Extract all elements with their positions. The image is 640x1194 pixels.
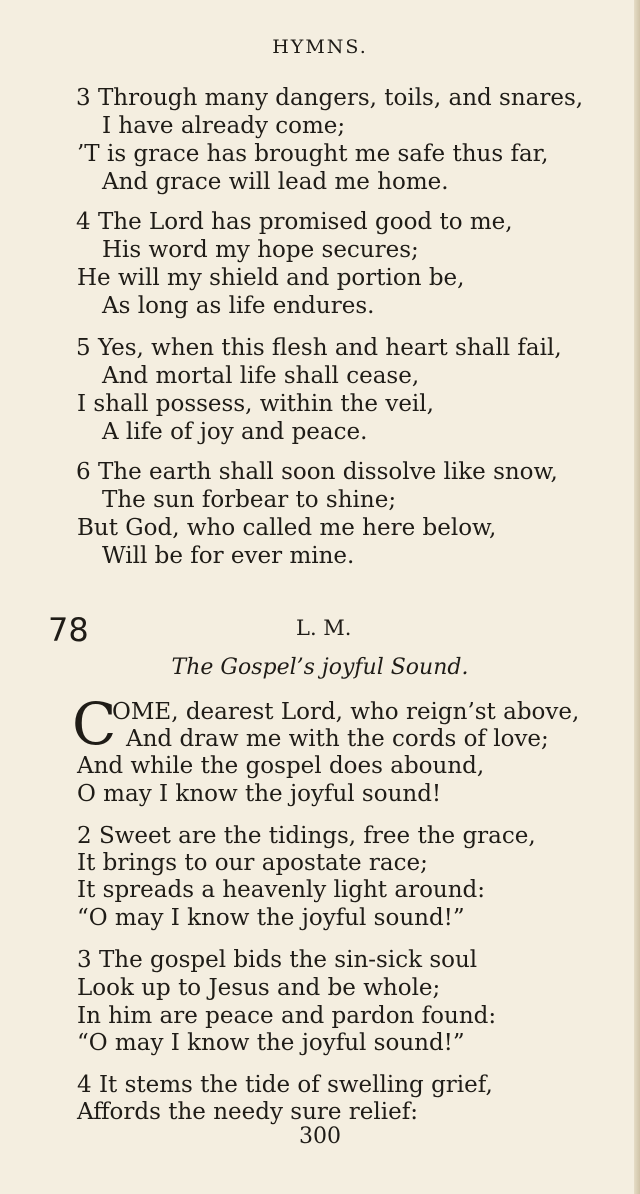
- hymn-stanza-2-line-2: It brings to our apostate race;: [77, 850, 428, 876]
- page-number: 300: [299, 1124, 341, 1149]
- hymn-stanza-2-line-3: It spreads a heavenly light around:: [77, 877, 486, 903]
- hymn-title: The Gospel’s joyful Sound.: [171, 655, 469, 680]
- hymn-stanza-4-line-2: Affords the needy sure relief:: [77, 1099, 418, 1125]
- hymn-stanza-3-line-3: In him are peace and pardon found:: [77, 1003, 497, 1029]
- hymn-meter: L. M.: [296, 616, 352, 640]
- stanza-5-line-4: A life of joy and peace.: [102, 419, 368, 445]
- stanza-4-line-2: His word my hope secures;: [102, 237, 419, 263]
- drop-cap: C: [72, 690, 117, 758]
- stanza-6-line-3: But God, who called me here below,: [77, 515, 497, 541]
- stanza-4-line-3: He will my shield and portion be,: [77, 265, 465, 291]
- page-edge: [634, 0, 640, 1194]
- hymn-line-2: And draw me with the cords of love;: [126, 726, 549, 752]
- hymn-stanza-3-line-2: Look up to Jesus and be whole;: [77, 975, 441, 1001]
- hymn-line-1: OME, dearest Lord, who reign’st above,: [112, 699, 580, 725]
- hymn-stanza-4-line-1: 4 It stems the tide of swelling grief,: [77, 1072, 493, 1098]
- stanza-6-line-4: Will be for ever mine.: [102, 543, 355, 569]
- hymn-stanza-3-line-1: 3 The gospel bids the sin-sick soul: [77, 947, 478, 973]
- hymn-line-3: And while the gospel does abound,: [77, 753, 485, 779]
- stanza-3-line-1: 3 Through many dangers, toils, and snares,: [76, 85, 584, 111]
- stanza-4-line-4: As long as life endures.: [102, 293, 375, 319]
- stanza-3-line-3: ’T is grace has brought me safe thus far,: [77, 141, 549, 167]
- stanza-6-line-1: 6 The earth shall soon dissolve like snow,: [76, 459, 558, 485]
- stanza-3-line-2: I have already come;: [102, 113, 346, 139]
- stanza-5-line-3: I shall possess, within the veil,: [77, 391, 434, 417]
- running-head: HYMNS.: [272, 36, 368, 58]
- stanza-5-line-2: And mortal life shall cease,: [102, 363, 420, 389]
- hymn-line-4: O may I know the joyful sound!: [77, 781, 442, 807]
- hymn-stanza-2-line-1: 2 Sweet are the tidings, free the grace,: [77, 823, 536, 849]
- stanza-6-line-2: The sun forbear to shine;: [102, 487, 397, 513]
- hymn-stanza-3-line-4: “O may I know the joyful sound!”: [77, 1030, 465, 1056]
- stanza-3-line-4: And grace will lead me home.: [102, 169, 449, 195]
- stanza-5-line-1: 5 Yes, when this flesh and heart shall fail,: [76, 335, 562, 361]
- stanza-4-line-1: 4 The Lord has promised good to me,: [76, 209, 513, 235]
- hymn-stanza-2-line-4: “O may I know the joyful sound!”: [77, 905, 465, 931]
- hymn-number: 78: [48, 611, 89, 649]
